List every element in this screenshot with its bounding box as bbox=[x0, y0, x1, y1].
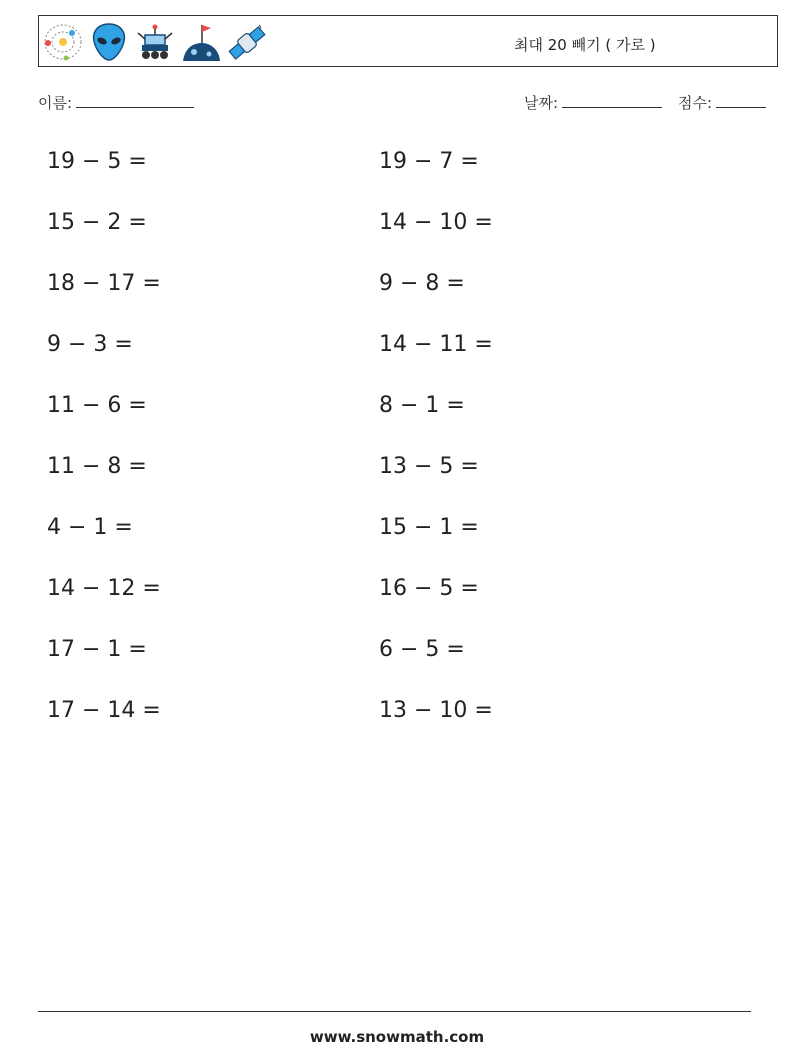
problem-right-6: 13 − 5 = bbox=[379, 454, 479, 479]
problem-right-2: 14 − 10 = bbox=[379, 210, 493, 235]
satellite-icon bbox=[226, 21, 268, 63]
problem-left-4: 9 − 3 = bbox=[47, 332, 133, 357]
date-label: 날짜: bbox=[524, 94, 559, 112]
moon-rover-icon bbox=[134, 21, 176, 63]
moon-flag-icon bbox=[180, 21, 222, 63]
problem-right-9: 6 − 5 = bbox=[379, 637, 465, 662]
name-field bbox=[38, 92, 194, 113]
score-label: 점수: bbox=[678, 94, 713, 112]
problem-left-9: 17 − 1 = bbox=[47, 637, 147, 662]
problem-right-10: 13 − 10 = bbox=[379, 698, 493, 723]
problem-left-1: 19 − 5 = bbox=[47, 149, 147, 174]
problem-right-5: 8 − 1 = bbox=[379, 393, 465, 418]
date-field bbox=[524, 92, 662, 113]
problem-right-1: 19 − 7 = bbox=[379, 149, 479, 174]
worksheet-header bbox=[38, 15, 778, 67]
footer-site-link[interactable]: www.snowmath.com bbox=[309, 1028, 485, 1046]
score-blank[interactable] bbox=[716, 93, 766, 108]
problem-left-7: 4 − 1 = bbox=[47, 515, 133, 540]
problem-left-3: 18 − 17 = bbox=[47, 271, 161, 296]
problem-right-3: 9 − 8 = bbox=[379, 271, 465, 296]
worksheet-title: 최대 20 빼기 ( 가로 ) bbox=[514, 36, 656, 54]
header-icons bbox=[42, 20, 268, 64]
problem-left-6: 11 − 8 = bbox=[47, 454, 147, 479]
alien-icon bbox=[88, 21, 130, 63]
name-blank[interactable] bbox=[76, 93, 194, 108]
date-blank[interactable] bbox=[562, 93, 662, 108]
problem-right-8: 16 − 5 = bbox=[379, 576, 479, 601]
problem-left-5: 11 − 6 = bbox=[47, 393, 147, 418]
problem-right-7: 15 − 1 = bbox=[379, 515, 479, 540]
footer-divider bbox=[38, 1011, 751, 1012]
problem-left-2: 15 − 2 = bbox=[47, 210, 147, 235]
problem-right-4: 14 − 11 = bbox=[379, 332, 493, 357]
solar-system-icon bbox=[42, 21, 84, 63]
problem-left-10: 17 − 14 = bbox=[47, 698, 161, 723]
name-label: 이름: bbox=[38, 94, 73, 112]
score-field bbox=[678, 92, 766, 113]
problem-left-8: 14 − 12 = bbox=[47, 576, 161, 601]
